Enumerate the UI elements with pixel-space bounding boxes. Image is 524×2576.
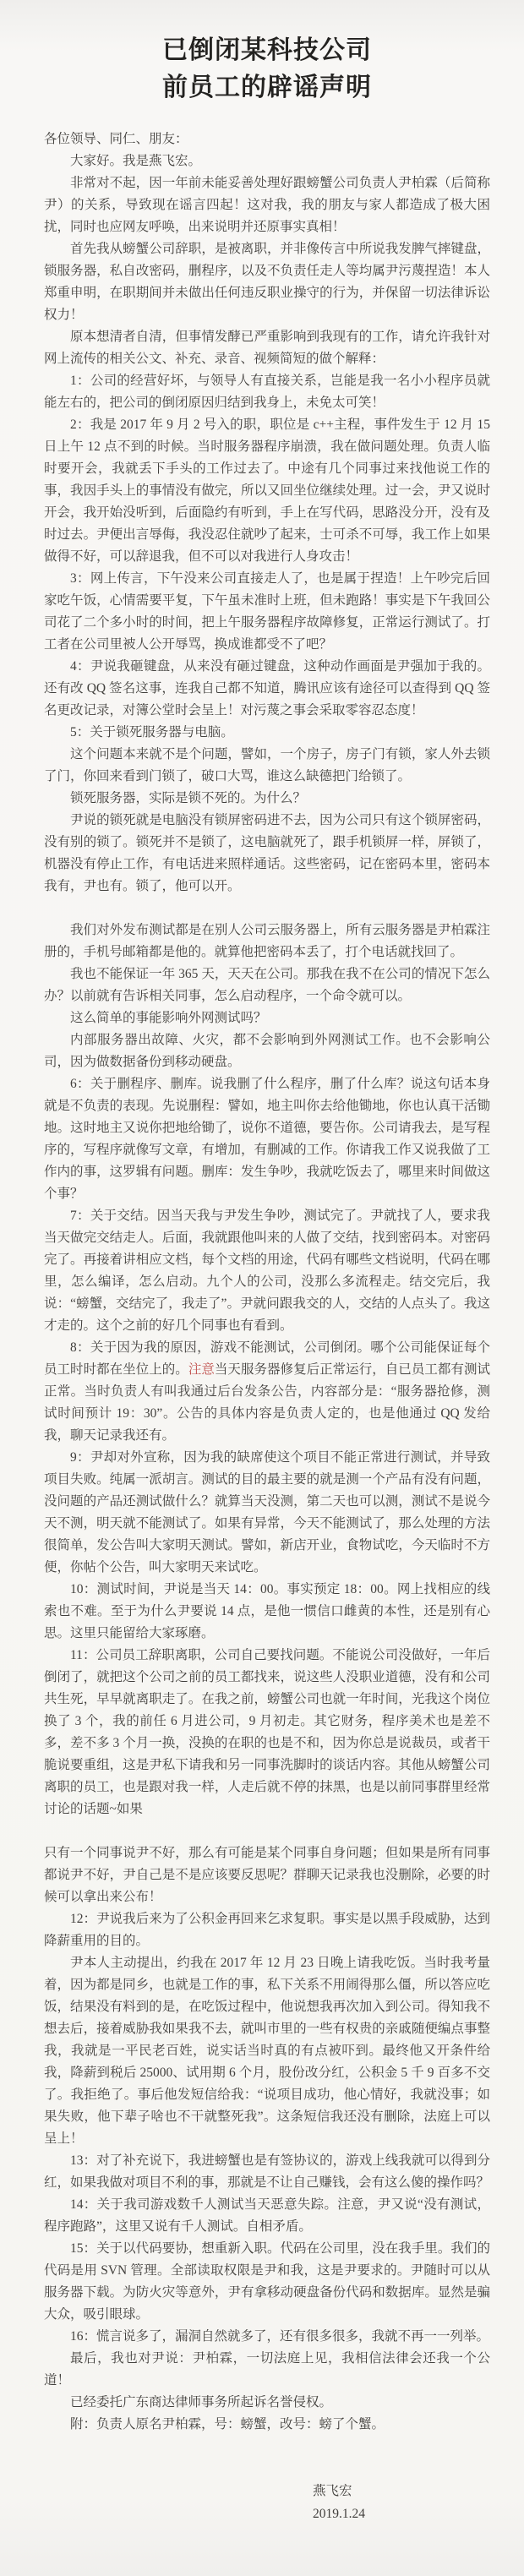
- paragraph: 尹本人主动提出，约我在 2017 年 12 月 23 日晚上请我吃饭。当时我考量着，因为都是同乡，也就是工作的事，私下关系不用闹得那么僵，所以答应吃饭，结果没有料到的是，在吃饭过程中，他说想我再次加入到公司。得知我不想去后，接着威胁我如果我不去，就叫市里的一些有权贵的亲戚随便编点事整我，我就是一平民老百姓，说实话当时真的有点被吓到。最终他又开条件给我，降薪到税后 25000、试用期 6 个月，股份改分红，公积金 5 千 9 百多不交了。我拒绝了。事后他发短信给我：“说项目成功，他心情好，我就没事；如果失败，他下辈子啥也不干就整死我”。这条短信我还没有删除，法庭上可以呈上！: [44, 1956, 490, 2146]
- highlight-notice: 注意: [188, 1362, 215, 1377]
- paragraph: 3：网上传言，下午没来公司直接走人了，也是属于捏造！上午吵完后回家吃午饭，心情需要平复，下午虽未准时上班，但未跑路！事实是下午我回公司花了二个多小时的时间，把上午服务器程序故障修复，正常运行测试了。打工者在公司里被人公开辱骂，换成谁都受不了吧？: [44, 571, 490, 652]
- paragraph: 5：关于锁死服务器与电脑。: [70, 725, 234, 740]
- paragraph: 大家好。我是燕飞宏。: [70, 154, 202, 168]
- paragraph: 8：关于因为我的原因，游戏不能测试，公司倒闭。哪个公司能保证每个员工时时都在坐位上的。注意当天服务器修复后正常运行，自已员工都有测试正常。当时负责人有叫我通过后台发条公告，内容部分是：“服务器抢修，测试时间预计 19：30”。公告的具体内容是负责人定的，也是他通过 QQ 发给我，聊天记录我还有。: [44, 1340, 490, 1443]
- paragraph: 只有一个同事说尹不好，那么有可能是某个同事自身问题；但如果是所有同事都说尹不好，尹自己是不是应该要反思呢？群聊天记录我也没删除，必要的时候可以拿出来公布！: [44, 1846, 490, 1904]
- paragraph: 2：我是 2017 年 9 月 2 号入的职，职位是 c++主程，事件发生于 12 月 15 日上午 12 点不到的时候。当时服务器程序崩溃，我在做问题处理。负责人临时要开会，我就丢下手头的工作过去了。中途有几个同事过来找他说工作的事，我因手头上的事情没有做完，所以又回坐位继续处理。过一会，尹又说时开会，我开始没听到，后面隐约有听到，手上在写代码，思路没分开，没有及时过去。尹便出言辱侮，我没忍住就吵了起来，士可杀不可辱，我工作上如果做得不好，可以辞退我，但不可以对我进行人身攻击！: [44, 418, 490, 564]
- paragraph: 7：关于交结。因当天我与尹发生争吵，测试完了。尹就找了人，要求我当天做完交结走人。后面，我就跟他叫来的人做了交结，找到密码本。对密码完了。再接着讲相应文档，每个文档的用途，代码有哪些文档说明，代码在哪里，怎么编译，怎么启动。九个人的公司，没那么多流程走。结交完后，我说：“螃蟹，交结完了，我走了”。尹就问跟我交的人，交结的人点头了。我这才走的。这个之前的好几个同事也有看到。: [44, 1209, 490, 1333]
- document-title: [44, 32, 490, 106]
- document-body: [44, 150, 490, 2436]
- paragraph: 10：测试时间，尹说是当天 14：00。事实预定 18：00。网上找相应的线索也不难。至于为什么尹要说 14 点，是他一惯信口雌黄的本性，还是别有心思。这里只能留给大家琢磨。: [44, 1582, 490, 1640]
- signature-block: [313, 2480, 490, 2525]
- paragraph: 尹说的锁死就是电脑没有锁屏密码进不去，因为公司只有这个锁屏密码，没有别的锁了。锁死并不是锁了，这电脑就死了，跟手机锁屏一样，屏锁了，机器没有停止工作，有电话进来照样通话。这些密码，记在密码本里，密码本我有，尹也有。锁了，他可以开。: [44, 813, 490, 893]
- paragraph: 1：公司的经营好坏，与领导人有直接关系，岂能是我一名小小程序员就能左右的，把公司的倒闭原因归结到我身上，未免太可笑！: [44, 374, 490, 410]
- paragraph: 最后，我也对尹说：尹柏霖，一切法庭上见，我相信法律会还我一个公道！: [44, 2351, 490, 2388]
- paragraph: 首先我从螃蟹公司辞职，是被离职，并非像传言中所说我发脾气摔键盘，锁服务器，私自改密码，删程序，以及不负责任走人等均属尹污蔑捏造！本人郑重申明，在职期间并未做出任何违反职业操守的行为，并保留一切法律诉讼权力！: [44, 242, 490, 322]
- signature-name: 燕飞宏: [313, 2484, 352, 2498]
- paragraph: 13：对了补充说下，我进螃蟹也是有签协议的，游戏上线我就可以得到分红，如果我做对项目不利的事，那就是不让自己赚钱，会有这么傻的操作吗？: [44, 2153, 490, 2190]
- paragraph: 我也不能保证一年 365 天，天天在公司。那我在我不在公司的情况下怎么办？以前就有告诉相关同事，怎么启动程序，一个命令就可以。: [44, 967, 490, 1003]
- paragraph: 15：关于以代码要协，想重新入职。代码在公司里，没在我手里。我们的代码是用 SVN 管理。全部读取权限是尹和我，这是尹要求的。尹随时可以从服务器下载。为防火灾等意外，尹有拿移动硬盘备份代码和数据库。显然是骗大众，吸引眼球。: [44, 2241, 490, 2322]
- signature-date: 2019.1.24: [313, 2507, 365, 2521]
- salutation: 各位领导、同仁、朋友：: [44, 132, 188, 146]
- paragraph: 非常对不起，因一年前未能妥善处理好跟螃蟹公司负责人尹柏霖（后简称尹）的关系，导致现在谣言四起！这对我，我的朋友与家人都造成了极大困扰，同时也应网友呼唤，出来说明并还原事实真相！: [44, 176, 490, 234]
- document-title-line2: 前员工的辟谣声明: [162, 74, 372, 101]
- paragraph: 9：尹却对外宣称，因为我的缺席使这个项目不能正常进行测试，并导致项目失败。纯属一派胡言。测试的目的最主要的就是测一个产品有没有问题，没问题的产品还测试做什么？就算当天没测，第二天也可以测，测试不是说今天不测，明天就不能测试了。如果有异常，今天不能测试了，那么处理的方法很简单，发公告叫大家明天测试。譬如，新店开业，食物试吃，今天临时不方便，你帖个公告，叫大家明天来试吃。: [44, 1450, 490, 1575]
- paragraph: 原本想清者自清，但事情发酵已严重影响到我现有的工作，请允许我针对网上流传的相关公文、补充、录音、视频简短的做个解释：: [44, 330, 490, 366]
- paragraph: 已经委托广东商达律师事务所起诉名誉侵权。: [70, 2395, 333, 2410]
- paragraph: 附：负责人原名尹柏霖，号：螃蟹，改号：螃了个蟹。: [70, 2417, 385, 2431]
- paragraph: 内部服务器出故障、火灾，都不会影响到外网测试工作。也不会影响公司，因为做数据备份到移动硬盘。: [44, 1033, 490, 1069]
- paragraph: 16：慌言说多了，漏洞自然就多了，还有很多很多，我就不再一一列举。: [70, 2329, 490, 2344]
- paragraph: 这么简单的事能影响外网测试吗？: [70, 1011, 267, 1025]
- document-title-line1: 已倒闭某科技公司: [162, 36, 372, 64]
- paragraph: 这个问题本来就不是个问题，譬如，一个房子，房子门有锁，家人外去锁了门，你回来看到门锁了，破口大骂，谁这么缺德把门给锁了。: [44, 747, 490, 783]
- paragraph: 我们对外发布测试都是在别人公司云服务器上，所有云服务器是尹柏霖注册的，手机号邮箱都是他的。就算他把密码本丢了，打个电话就找回了。: [44, 923, 490, 959]
- paragraph: 锁死服务器，实际是锁不死的。为什么？: [70, 791, 307, 805]
- paragraph: 12：尹说我后来为了公积金再回来乞求复职。事实是以黑手段威胁，达到降薪重用的目的。: [44, 1912, 490, 1948]
- paragraph: 6：关于删程序、删库。说我删了什么程序，删了什么库？说这句话本身就是不负责的表现。先说删程：譬如，地主叫你去给他锄地，你也认真干活锄地。这时地主又说你把地给锄了，说你不道德，要告你。公司请我去，是写程序的，写程序就像写文章，有增加，有删减的工作。你请我工作又说我做了工作内的事，这罗辑有问题。删库：发生争吵，我就吃饭去了，哪里来时间做这个事？: [44, 1077, 490, 1201]
- paragraph: 4：尹说我砸键盘，从来没有砸过键盘，这种动作画面是尹强加于我的。还有改 QQ 签名这事，连我自己都不知道，腾讯应该有途径可以查得到 QQ 签名更改记录，对簿公堂时会呈上！对污蔑之事会采取零容忍态度！: [44, 659, 490, 718]
- paragraph: 11：公司员工辞职离职，公司自己要找问题。不能说公司没做好，一年后倒闭了，就把这个公司之前的员工都找来，说这些人没职业道德，没有和公司共生死，早早就离职走了。在我之前，螃蟹公司也就一年时间，光我这个岗位换了 3 个，我的前任 6 月进公司，9 月初走。其它财务，程序美术也是差不多，差不多 3 个月一换，没换的在职的也是不和，因为你总是说裁员，或者干脆说要重组，这是尹私下请我和另一同事洗脚时的谈话内容。其他从螃蟹公司离职的员工，也是跟对我一样，人走后就不停的抹黑，也是以前同事群里经常讨论的话题~如果: [44, 1648, 490, 1816]
- paragraph: 14：关于我司游戏数千人测试当天恶意失踪。注意，尹又说“没有测试，程序跑路”，这里又说有千人测试。自相矛盾。: [44, 2197, 490, 2234]
